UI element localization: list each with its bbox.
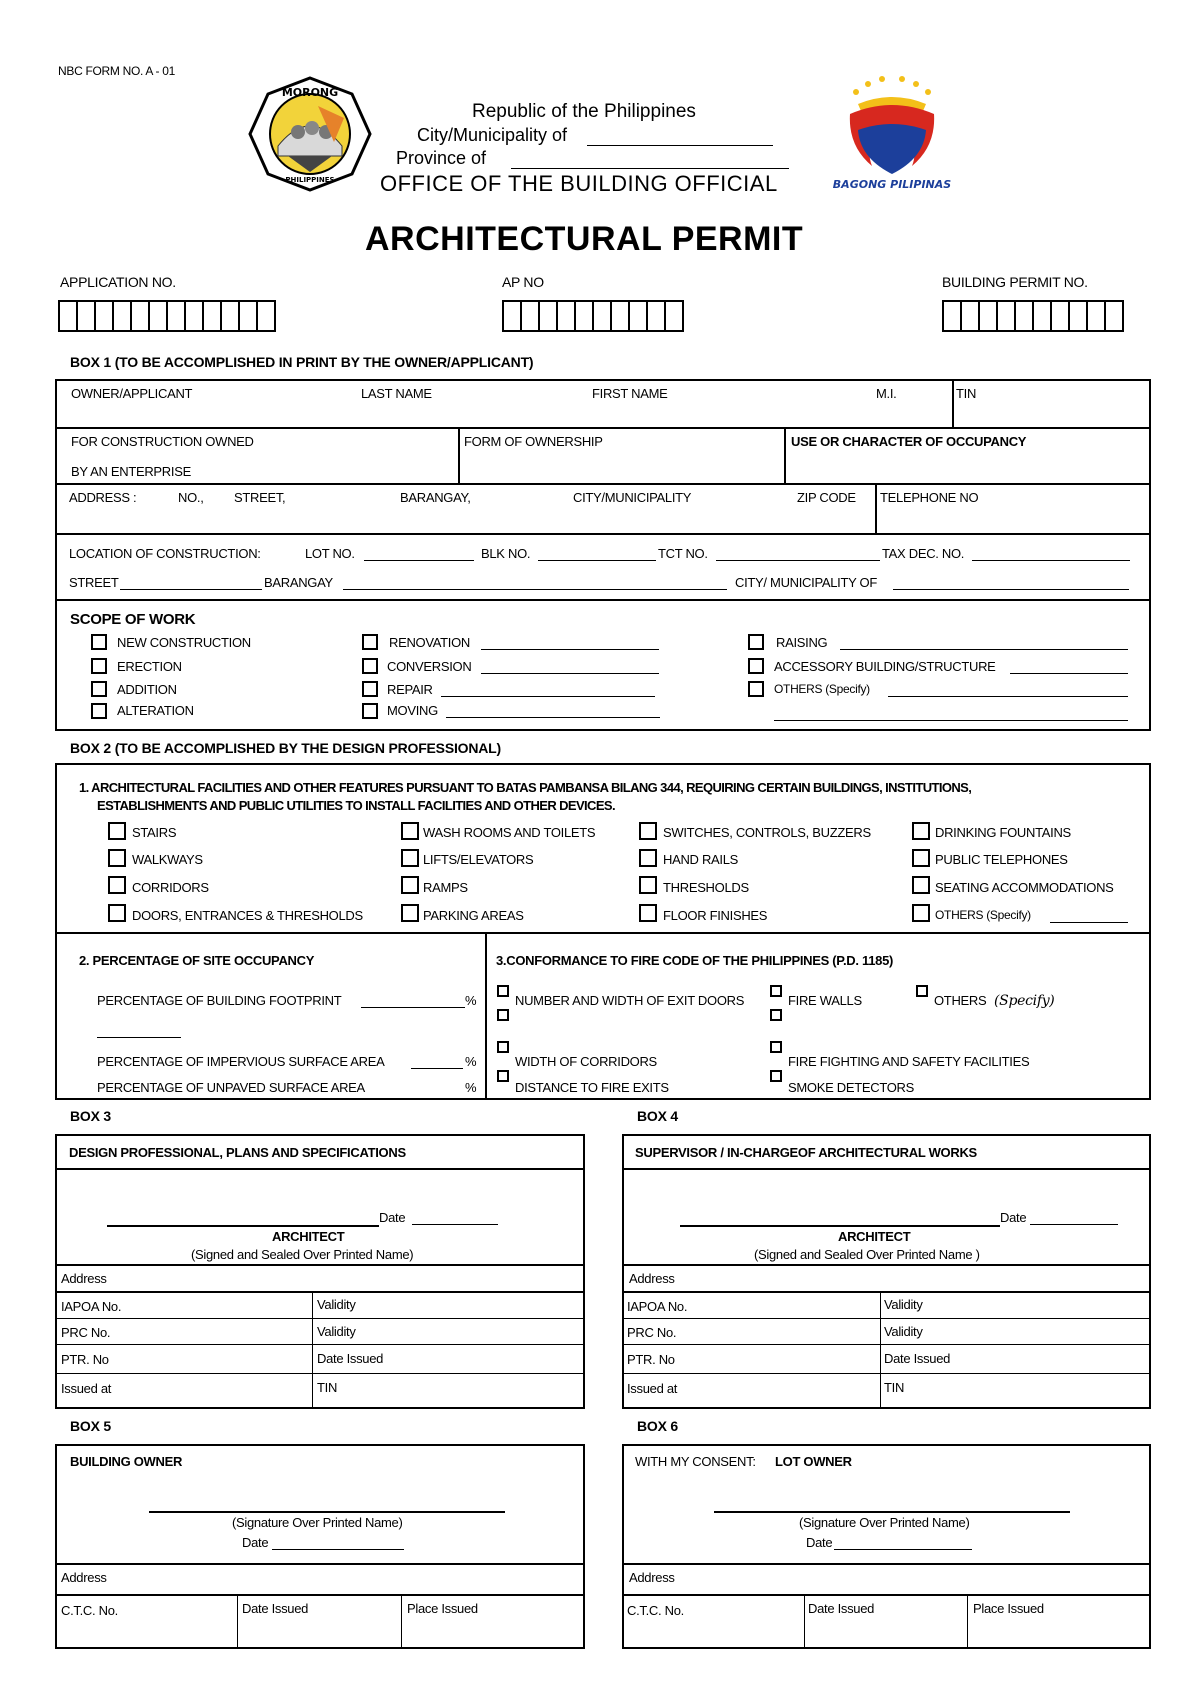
scope-new-construction: NEW CONSTRUCTION (117, 635, 251, 650)
fire-others: OTHERS (934, 993, 987, 1008)
tin-label: TIN (956, 386, 977, 401)
box5-label: BOX 5 (70, 1418, 112, 1434)
checkbox-addition[interactable] (91, 681, 107, 697)
repair-blank[interactable] (441, 696, 655, 697)
box4-ptr: PTR. No (627, 1352, 675, 1367)
address-label: ADDRESS : (69, 490, 137, 505)
box5-address: Address (61, 1570, 107, 1585)
facility-floor-finishes: FLOOR FINISHES (663, 908, 768, 923)
facility-doors: DOORS, ENTRANCES & THRESHOLDS (132, 908, 363, 923)
fire-bottom-row (495, 1068, 1145, 1098)
city-line-label: City/Municipality of (417, 125, 568, 145)
box3-iapoa: IAPOA No. (61, 1299, 122, 1314)
unpaved-label: PERCENTAGE OF UNPAVED SURFACE AREA (97, 1080, 365, 1095)
box6-ctc: C.T.C. No. (627, 1603, 684, 1618)
building-permit-no-label: BUILDING PERMIT NO. (942, 274, 1088, 290)
box6-address: Address (629, 1570, 675, 1585)
ap-no-label: AP NO (502, 274, 544, 290)
province-line-label: Province of (396, 148, 487, 168)
unpaved-row (97, 1080, 477, 1098)
checkbox-fire-blank-2[interactable] (770, 1009, 782, 1021)
box3-issued-at: Issued at (61, 1381, 112, 1396)
box4-date-blank[interactable] (1030, 1224, 1118, 1225)
box3-address: Address (61, 1271, 107, 1286)
morong-seal-logo (248, 76, 372, 192)
facility-lifts: LIFTS/ELEVATORS (423, 852, 534, 867)
box3-title: DESIGN PROFESSIONAL, PLANS AND SPECIFICATIONS (69, 1145, 406, 1160)
facility-stairs: STAIRS (132, 825, 177, 840)
footprint-percent: % (465, 993, 477, 1008)
box6-signature-line[interactable] (714, 1511, 1070, 1513)
box6-label: BOX 6 (637, 1418, 679, 1434)
fire-exit-doors: NUMBER AND WIDTH OF EXIT DOORS (515, 993, 745, 1008)
box6-place-issued: Place Issued (973, 1601, 1044, 1616)
checkbox-conversion[interactable] (362, 658, 378, 674)
box1-title: BOX 1 (TO BE ACCOMPLISHED IN PRINT BY THE OWNER/APPLICANT) (70, 354, 534, 370)
ap-no-boxes[interactable] (502, 300, 682, 332)
checkbox-thresholds[interactable] (639, 876, 657, 894)
checkbox-doors[interactable] (108, 904, 126, 922)
facility-corridors: CORRIDORS (132, 880, 209, 895)
form-title: ARCHITECTURAL PERMIT (365, 220, 804, 258)
box4-signed: (Signed and Sealed Over Printed Name ) (754, 1247, 980, 1262)
tax-dec-blank[interactable] (972, 560, 1130, 561)
city-blank[interactable] (587, 145, 773, 146)
box3-validity-2: Validity (317, 1324, 356, 1339)
accessory-blank[interactable] (1010, 673, 1128, 674)
box4-frame (622, 1134, 1151, 1409)
use-character-label: USE OR CHARACTER OF OCCUPANCY (791, 434, 1027, 449)
facility-thresholds: THRESHOLDS (663, 880, 749, 895)
box5-signature-line[interactable] (149, 1511, 505, 1513)
box6-date-issued: Date Issued (808, 1601, 875, 1616)
scope-accessory: ACCESSORY BUILDING/STRUCTURE (774, 659, 996, 674)
box4-title: SUPERVISOR / IN-CHARGEOF ARCHITECTURAL WORKS (635, 1145, 977, 1160)
impervious-label: PERCENTAGE OF IMPERVIOUS SURFACE AREA (97, 1054, 385, 1069)
tax-dec-label: TAX DEC. NO. (882, 546, 965, 561)
checkbox-facility-others[interactable] (912, 904, 930, 922)
last-name-label: LAST NAME (361, 386, 432, 401)
scope-moving: MOVING (387, 703, 438, 718)
location-street-label: STREET (69, 575, 119, 590)
scope-erection: ERECTION (117, 659, 182, 674)
box6-signature-label: (Signature Over Printed Name) (799, 1515, 970, 1530)
box4-validity-2: Validity (884, 1324, 923, 1339)
box6-date-label: Date (806, 1535, 833, 1550)
checkbox-distance[interactable] (497, 1070, 509, 1082)
checkbox-parking[interactable] (401, 904, 419, 922)
box6-frame (622, 1444, 1151, 1649)
box2-item2-title: 2. PERCENTAGE OF SITE OCCUPANCY (79, 953, 315, 968)
box4-prc: PRC No. (627, 1325, 677, 1340)
scope-renovation: RENOVATION (389, 635, 471, 650)
checkbox-fire-blank-1[interactable] (497, 1009, 509, 1021)
checkbox-width-corridors[interactable] (497, 1041, 509, 1053)
location-barangay-label: BARANGAY (264, 575, 333, 590)
checkbox-corridors[interactable] (108, 876, 126, 894)
application-no-label: APPLICATION NO. (60, 274, 176, 290)
checkbox-alteration[interactable] (91, 703, 107, 719)
application-no-boxes[interactable] (58, 300, 274, 332)
facility-switches: SWITCHES, CONTROLS, BUZZERS (663, 825, 871, 840)
box2-item1-line1: 1. ARCHITECTURAL FACILITIES AND OTHER FEATURES PURSUANT TO BATAS PAMBANSA BILANG 344, REQUIRING CERTAIN BUILDINGS, INSTITUTIONS, (79, 780, 972, 795)
facility-seating: SEATING ACCOMMODATIONS (935, 880, 1114, 895)
unpaved-percent: % (465, 1080, 477, 1095)
address-barangay-label: BARANGAY, (400, 490, 471, 505)
checkbox-fire-walls[interactable] (770, 985, 782, 997)
renovation-blank[interactable] (481, 649, 659, 650)
box3-date-blank[interactable] (412, 1224, 498, 1225)
checkbox-moving[interactable] (362, 703, 378, 719)
box4-tin: TIN (884, 1380, 905, 1395)
location-street-blank[interactable] (120, 589, 262, 590)
owner-label: OWNER/APPLICANT (71, 386, 193, 401)
box4-iapoa: IAPOA No. (627, 1299, 688, 1314)
box5-signature-label: (Signature Over Printed Name) (232, 1515, 403, 1530)
fire-distance: DISTANCE TO FIRE EXITS (515, 1080, 669, 1095)
lot-no-label: LOT NO. (305, 546, 355, 561)
facility-public-tel: PUBLIC TELEPHONES (935, 852, 1068, 867)
box4-date-label: Date (1000, 1210, 1027, 1225)
raising-blank[interactable] (840, 649, 1128, 650)
checkbox-floor-finishes[interactable] (639, 904, 657, 922)
facility-others-blank[interactable] (1050, 922, 1128, 923)
others-blank-1[interactable] (888, 696, 1128, 697)
conversion-blank[interactable] (481, 673, 659, 674)
impervious-blank[interactable] (411, 1068, 463, 1069)
others-blank-2[interactable] (774, 720, 1128, 721)
box2-item1-line2: ESTABLISHMENTS AND PUBLIC UTILITIES TO INSTALL FACILITIES AND OTHER DEVICES. (97, 798, 615, 813)
address-street-label: STREET, (234, 490, 286, 505)
checkbox-repair[interactable] (362, 681, 378, 697)
logo-text: BAGONG PILIPINAS (832, 178, 952, 191)
box3-prc: PRC No. (61, 1325, 111, 1340)
box2-title: BOX 2 (TO BE ACCOMPLISHED BY THE DESIGN PROFESSIONAL) (70, 740, 501, 756)
building-permit-no-boxes[interactable] (942, 300, 1122, 332)
checkbox-drinking[interactable] (912, 822, 930, 840)
mi-label: M.I. (876, 386, 897, 401)
facility-hand-rails: HAND RAILS (663, 852, 739, 867)
tct-no-blank[interactable] (716, 560, 880, 561)
box3-label: BOX 3 (70, 1108, 112, 1124)
scope-conversion: CONVERSION (387, 659, 472, 674)
checkbox-wash-rooms[interactable] (401, 822, 419, 840)
scope-of-work-title: SCOPE OF WORK (70, 611, 196, 628)
checkbox-exit-doors[interactable] (497, 985, 509, 997)
box6-lot-owner: LOT OWNER (775, 1454, 852, 1469)
scope-repair: REPAIR (387, 682, 433, 697)
box3-architect: ARCHITECT (272, 1229, 345, 1244)
box3-validity-1: Validity (317, 1297, 356, 1312)
address-city-label: CITY/MUNICIPALITY (573, 490, 692, 505)
blk-no-label: BLK NO. (481, 546, 531, 561)
box3-signature-line[interactable] (107, 1225, 379, 1227)
box3-signed: (Signed and Sealed Over Printed Name) (191, 1247, 414, 1262)
lot-no-blank[interactable] (364, 560, 474, 561)
box3-frame (55, 1134, 585, 1409)
location-label: LOCATION OF CONSTRUCTION: (69, 546, 261, 561)
form-of-ownership-label: FORM OF OWNERSHIP (464, 434, 603, 449)
checkbox-accessory[interactable] (748, 658, 764, 674)
location-city-blank[interactable] (893, 589, 1129, 590)
tct-no-label: TCT NO. (658, 546, 708, 561)
box2-item3-title: 3.CONFORMANCE TO FIRE CODE OF THE PHILIPPINES (P.D. 1185) (496, 953, 894, 968)
checkbox-switches[interactable] (639, 822, 657, 840)
seal-text-bottom: PHILIPPINES (285, 176, 335, 184)
box6-consent: WITH MY CONSENT: (635, 1454, 756, 1469)
footprint-blank-2[interactable] (97, 1037, 181, 1038)
footprint-label: PERCENTAGE OF BUILDING FOOTPRINT (97, 993, 342, 1008)
footprint-blank[interactable] (361, 1007, 465, 1008)
checkbox-hand-rails[interactable] (639, 849, 657, 867)
checkbox-fire-fighting[interactable] (770, 1041, 782, 1053)
location-barangay-blank[interactable] (343, 589, 727, 590)
box3-ptr: PTR. No (61, 1352, 109, 1367)
box5-ctc: C.T.C. No. (61, 1603, 118, 1618)
office-title: OFFICE OF THE BUILDING OFFICIAL (380, 171, 778, 196)
fire-corridors: WIDTH OF CORRIDORS (515, 1054, 657, 1069)
checkbox-stairs[interactable] (108, 822, 126, 840)
box4-validity-1: Validity (884, 1297, 923, 1312)
checkbox-erection[interactable] (91, 658, 107, 674)
bagong-pilipinas-logo (828, 74, 956, 192)
facility-ramps: RAMPS (423, 880, 468, 895)
impervious-percent: % (465, 1054, 477, 1069)
box4-issued-at: Issued at (627, 1381, 678, 1396)
zip-code-label: ZIP CODE (797, 490, 856, 505)
box5-date-label: Date (242, 1535, 269, 1550)
box3-date-label: Date (379, 1210, 406, 1225)
box4-address: Address (629, 1271, 675, 1286)
facility-parking: PARKING AREAS (423, 908, 524, 923)
checkbox-ramps[interactable] (401, 876, 419, 894)
box4-architect: ARCHITECT (838, 1229, 911, 1244)
box4-label: BOX 4 (637, 1108, 679, 1124)
fire-smoke: SMOKE DETECTORS (788, 1080, 915, 1095)
checkbox-others[interactable] (748, 681, 764, 697)
checkbox-public-tel[interactable] (912, 849, 930, 867)
checkbox-seating[interactable] (912, 876, 930, 894)
location-city-label: CITY/ MUNICIPALITY OF (735, 575, 878, 590)
checkbox-raising[interactable] (748, 634, 764, 650)
scope-addition: ADDITION (117, 682, 177, 697)
box4-date-issued: Date Issued (884, 1351, 951, 1366)
checkbox-fire-others[interactable] (916, 985, 928, 997)
box5-date-issued: Date Issued (242, 1601, 309, 1616)
box3-tin: TIN (317, 1380, 338, 1395)
checkbox-smoke[interactable] (770, 1070, 782, 1082)
fire-walls: FIRE WALLS (788, 993, 862, 1008)
facility-walkways: WALKWAYS (132, 852, 203, 867)
checkbox-renovation[interactable] (362, 634, 378, 650)
facility-drinking: DRINKING FOUNTAINS (935, 825, 1071, 840)
moving-blank[interactable] (446, 717, 660, 718)
box4-signature-line[interactable] (680, 1225, 1000, 1227)
blk-no-blank[interactable] (538, 560, 656, 561)
facility-others: OTHERS (Specify) (935, 908, 1031, 922)
form-number: NBC FORM NO. A - 01 (58, 64, 175, 78)
scope-others: OTHERS (Specify) (774, 682, 870, 696)
address-no-label: NO., (178, 490, 204, 505)
republic-line: Republic of the Philippines (472, 101, 696, 122)
province-blank[interactable] (511, 168, 789, 169)
enterprise-label-1: FOR CONSTRUCTION OWNED (71, 434, 254, 449)
box6-date-blank[interactable] (834, 1549, 972, 1550)
facility-wash-rooms: WASH ROOMS AND TOILETS (423, 825, 596, 840)
box5-date-blank[interactable] (272, 1549, 404, 1550)
fire-fighting: FIRE FIGHTING AND SAFETY FACILITIES (788, 1054, 1030, 1069)
first-name-label: FIRST NAME (592, 386, 668, 401)
scope-raising: RAISING (776, 635, 828, 650)
telephone-label: TELEPHONE NO (880, 490, 979, 505)
scope-alteration: ALTERATION (117, 703, 194, 718)
checkbox-new-construction[interactable] (91, 634, 107, 650)
seal-text-top: MORONG (281, 86, 339, 99)
checkbox-walkways[interactable] (108, 849, 126, 867)
box5-title: BUILDING OWNER (70, 1454, 183, 1469)
box5-place-issued: Place Issued (407, 1601, 478, 1616)
box3-date-issued: Date Issued (317, 1351, 384, 1366)
enterprise-label-2: BY AN ENTERPRISE (71, 464, 191, 479)
checkbox-lifts[interactable] (401, 849, 419, 867)
box5-frame (55, 1444, 585, 1649)
fire-others-specify: (Specify) (994, 993, 1055, 1009)
